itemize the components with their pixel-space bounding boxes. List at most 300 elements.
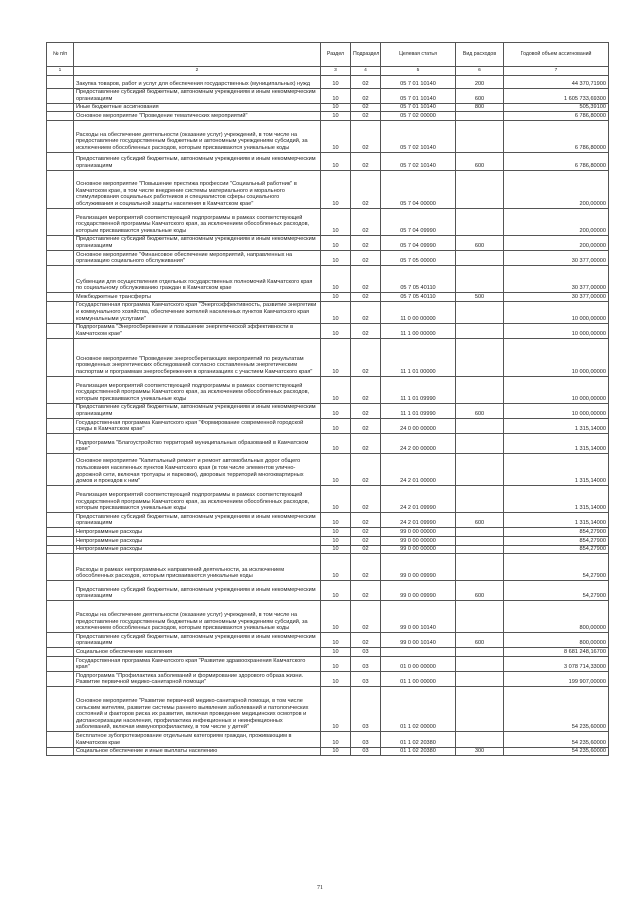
row-razdel-cell: 10 (321, 338, 351, 376)
row-num-cell (47, 120, 74, 152)
table-row (47, 747, 609, 756)
row-vr-cell: 600 (456, 152, 504, 170)
row-podrazdel-cell: 02 (351, 554, 381, 581)
row-vr-cell (456, 528, 504, 537)
row-num-cell (47, 513, 74, 528)
row-razdel-cell: 10 (321, 208, 351, 235)
row-name-cell: Основное мероприятие "Повышение престижа профессии "Социальный работник" в Камчатском крае, в том числе внедрение системы материального и морального стимулирования социальных работников и специалистов сферы социального обслуживания и социальной защиты населения в Камчатском крае" (74, 170, 321, 208)
row-sum-cell: 6 786,80000 (504, 152, 609, 170)
row-vr-cell: 600 (456, 633, 504, 648)
row-num-cell (47, 376, 74, 403)
table-row (47, 293, 609, 302)
row-sum-cell: 1 315,14000 (504, 419, 609, 434)
row-podrazdel-cell: 03 (351, 672, 381, 687)
row-num-cell (47, 732, 74, 747)
row-razdel-cell: 10 (321, 235, 351, 250)
row-name-cell: Государственная программа Камчатского края "Развитие здравоохранения Камчатского края" (74, 657, 321, 672)
row-podrazdel-cell: 02 (351, 454, 381, 486)
table-row (47, 88, 609, 103)
row-sum-cell: 10 000,00000 (504, 376, 609, 403)
row-sum-cell: 6 786,80000 (504, 120, 609, 152)
row-vr-cell (456, 323, 504, 338)
row-sum-cell: 54 235,60000 (504, 687, 609, 732)
row-razdel-cell: 10 (321, 687, 351, 732)
row-sum-cell: 854,27900 (504, 528, 609, 537)
row-csr-cell: 05 7 05 40110 (381, 266, 456, 293)
row-vr-cell (456, 208, 504, 235)
row-podrazdel-cell: 02 (351, 537, 381, 546)
row-sum-cell: 1 315,14000 (504, 454, 609, 486)
row-sum-cell: 54 235,60000 (504, 732, 609, 747)
row-name-cell: Предоставление субсидий бюджетным, автономным учреждениям и иным некоммерческим организациям (74, 581, 321, 601)
row-name-cell: Межбюджетные трансферты (74, 293, 321, 302)
row-podrazdel-cell: 02 (351, 486, 381, 513)
row-podrazdel-cell: 02 (351, 601, 381, 633)
row-vr-cell (456, 170, 504, 208)
row-num-cell (47, 554, 74, 581)
row-csr-cell: 05 7 05 00000 (381, 251, 456, 266)
index-cell: 2 (74, 67, 321, 76)
header-num: № п/п (47, 43, 74, 67)
table-row (47, 403, 609, 418)
row-num-cell (47, 75, 74, 88)
table-row (47, 601, 609, 633)
row-podrazdel-cell: 02 (351, 293, 381, 302)
row-razdel-cell: 10 (321, 513, 351, 528)
row-csr-cell: 24 2 01 00000 (381, 454, 456, 486)
row-podrazdel-cell: 02 (351, 581, 381, 601)
row-sum-cell: 200,00000 (504, 208, 609, 235)
row-csr-cell: 24 2 01 09990 (381, 513, 456, 528)
index-cell: 3 (321, 67, 351, 76)
index-cell: 6 (456, 67, 504, 76)
row-podrazdel-cell: 02 (351, 419, 381, 434)
row-csr-cell: 05 7 05 40110 (381, 293, 456, 302)
row-num-cell (47, 528, 74, 537)
row-sum-cell: 30 377,00000 (504, 251, 609, 266)
row-name-cell: Расходы на обеспечение деятельности (оказание услуг) учреждений, в том числе на предоставление государственным бюджетным и автономным учреждениям субсидий, за исключением обособленных расходов, которым присваиваются уникальные коды (74, 601, 321, 633)
row-podrazdel-cell: 02 (351, 112, 381, 121)
header-razdel: Раздел (321, 43, 351, 67)
row-razdel-cell: 10 (321, 403, 351, 418)
header-vr: Вид расходов (456, 43, 504, 67)
row-num-cell (47, 672, 74, 687)
row-podrazdel-cell: 02 (351, 545, 381, 554)
row-podrazdel-cell: 02 (351, 120, 381, 152)
row-name-cell: Непрограммные расходы (74, 545, 321, 554)
row-razdel-cell: 10 (321, 266, 351, 293)
row-podrazdel-cell: 03 (351, 732, 381, 747)
index-cell: 5 (381, 67, 456, 76)
row-sum-cell: 44 370,71900 (504, 75, 609, 88)
row-sum-cell: 200,00000 (504, 170, 609, 208)
row-csr-cell: 24 2 01 09990 (381, 486, 456, 513)
row-razdel-cell: 10 (321, 434, 351, 454)
row-csr-cell: 05 7 02 10140 (381, 120, 456, 152)
row-razdel-cell: 10 (321, 545, 351, 554)
row-razdel-cell: 10 (321, 170, 351, 208)
row-vr-cell (456, 251, 504, 266)
budget-table (46, 42, 609, 756)
row-num-cell (47, 419, 74, 434)
row-csr-cell: 99 0 00 09990 (381, 581, 456, 601)
table-row (47, 633, 609, 648)
row-name-cell: Закупка товаров, работ и услуг для обеспечения государственных (муниципальных) нужд (74, 75, 321, 88)
row-razdel-cell: 10 (321, 657, 351, 672)
row-csr-cell: 24 2 00 00000 (381, 434, 456, 454)
row-num-cell (47, 648, 74, 657)
row-razdel-cell: 10 (321, 486, 351, 513)
row-podrazdel-cell: 02 (351, 323, 381, 338)
row-vr-cell (456, 732, 504, 747)
row-num-cell (47, 747, 74, 756)
row-razdel-cell: 10 (321, 152, 351, 170)
row-name-cell: Реализация мероприятий соответствующей подпрограммы в рамках соответствующей государственной программы Камчатского края, за исключением обособленных расходов, которым присваиваются уникальные коды (74, 208, 321, 235)
row-razdel-cell: 10 (321, 419, 351, 434)
row-vr-cell (456, 419, 504, 434)
row-vr-cell: 600 (456, 235, 504, 250)
row-razdel-cell: 10 (321, 528, 351, 537)
row-vr-cell: 800 (456, 103, 504, 112)
row-podrazdel-cell: 02 (351, 75, 381, 88)
row-sum-cell: 199 907,00000 (504, 672, 609, 687)
row-vr-cell: 200 (456, 75, 504, 88)
table-row (47, 434, 609, 454)
index-cell: 7 (504, 67, 609, 76)
row-num-cell (47, 454, 74, 486)
row-razdel-cell: 10 (321, 301, 351, 323)
table-row (47, 486, 609, 513)
table-row (47, 513, 609, 528)
row-csr-cell: 05 7 02 00000 (381, 112, 456, 121)
column-index-row (47, 67, 609, 76)
table-row (47, 120, 609, 152)
row-csr-cell: 99 0 00 10140 (381, 601, 456, 633)
row-num-cell (47, 112, 74, 121)
row-num-cell (47, 103, 74, 112)
page-number: 71 (317, 885, 323, 891)
table-header-row (47, 43, 609, 67)
row-podrazdel-cell: 03 (351, 747, 381, 756)
row-razdel-cell: 10 (321, 75, 351, 88)
row-podrazdel-cell: 02 (351, 403, 381, 418)
row-name-cell: Расходы на обеспечение деятельности (оказание услуг) учреждений, в том числе на предоставление государственным бюджетным и автономным учреждениям субсидий, за исключением обособленных расходов, которым присваиваются уникальные коды (74, 120, 321, 152)
row-name-cell: Основное мероприятие "Проведение тематических мероприятий" (74, 112, 321, 121)
row-num-cell (47, 293, 74, 302)
row-vr-cell (456, 112, 504, 121)
row-csr-cell: 11 1 01 00000 (381, 338, 456, 376)
row-vr-cell: 600 (456, 403, 504, 418)
row-podrazdel-cell: 02 (351, 434, 381, 454)
row-razdel-cell: 10 (321, 376, 351, 403)
row-podrazdel-cell: 03 (351, 648, 381, 657)
row-csr-cell: 01 1 00 00000 (381, 672, 456, 687)
row-num-cell (47, 208, 74, 235)
row-name-cell: Социальное обеспечение населения (74, 648, 321, 657)
row-razdel-cell: 10 (321, 88, 351, 103)
row-vr-cell (456, 120, 504, 152)
row-name-cell: Основное мероприятие "Финансовое обеспечение мероприятий, направленных на организацию социального обслуживания" (74, 251, 321, 266)
index-cell: 4 (351, 67, 381, 76)
row-name-cell: Социальное обеспечение и иные выплаты населению (74, 747, 321, 756)
row-csr-cell: 24 0 00 00000 (381, 419, 456, 434)
row-num-cell (47, 537, 74, 546)
row-num-cell (47, 687, 74, 732)
row-num-cell (47, 323, 74, 338)
row-num-cell (47, 601, 74, 633)
table-row (47, 103, 609, 112)
row-name-cell: Предоставление субсидий бюджетным, автономным учреждениям и иным некоммерческим организациям (74, 633, 321, 648)
row-vr-cell (456, 454, 504, 486)
row-razdel-cell: 10 (321, 251, 351, 266)
row-sum-cell: 54 235,60000 (504, 747, 609, 756)
row-name-cell: Государственная программа Камчатского края "Формирование современной городской среды в Камчатском крае" (74, 419, 321, 434)
table-row (47, 537, 609, 546)
row-csr-cell (381, 648, 456, 657)
row-vr-cell: 600 (456, 88, 504, 103)
row-name-cell: Предоставление субсидий бюджетным, автономным учреждениям и иным некоммерческим организациям (74, 513, 321, 528)
row-num-cell (47, 434, 74, 454)
row-vr-cell: 600 (456, 513, 504, 528)
row-vr-cell (456, 657, 504, 672)
row-name-cell: Иные бюджетные ассигнования (74, 103, 321, 112)
row-podrazdel-cell: 02 (351, 338, 381, 376)
row-sum-cell: 3 078 714,33000 (504, 657, 609, 672)
table-row (47, 235, 609, 250)
row-sum-cell: 854,27900 (504, 537, 609, 546)
table-row (47, 251, 609, 266)
header-sum: Годовой объем ассигнований (504, 43, 609, 67)
row-name-cell: Предоставление субсидий бюджетным, автономным учреждениям и иным некоммерческим организациям (74, 88, 321, 103)
row-vr-cell: 300 (456, 747, 504, 756)
row-num-cell (47, 301, 74, 323)
row-csr-cell: 11 1 01 09990 (381, 376, 456, 403)
row-razdel-cell: 10 (321, 633, 351, 648)
table-row (47, 672, 609, 687)
index-cell: 1 (47, 67, 74, 76)
row-sum-cell: 200,00000 (504, 235, 609, 250)
row-num-cell (47, 581, 74, 601)
row-name-cell: Подпрограмма "Благоустройство территорий муниципальных образований в Камчатском крае" (74, 434, 321, 454)
row-podrazdel-cell: 02 (351, 235, 381, 250)
row-razdel-cell: 10 (321, 601, 351, 633)
table-row (47, 323, 609, 338)
table-row (47, 687, 609, 732)
row-razdel-cell: 10 (321, 293, 351, 302)
table-row (47, 112, 609, 121)
row-sum-cell: 1 315,14000 (504, 486, 609, 513)
row-razdel-cell: 10 (321, 454, 351, 486)
row-sum-cell: 505,39100 (504, 103, 609, 112)
budget-table-sheet (46, 42, 608, 756)
row-razdel-cell: 10 (321, 648, 351, 657)
row-sum-cell: 1 315,14000 (504, 513, 609, 528)
row-name-cell: Основное мероприятие "Капитальный ремонт и ремонт автомобильных дорог общего пользования населенных пунктов Камчатского края (в том числе элементов улично-дорожной сети, включая тротуары и парковки), дворовых территорий многоквартирных домов и проездов к ним" (74, 454, 321, 486)
row-podrazdel-cell: 03 (351, 687, 381, 732)
row-name-cell: Подпрограмма "Профилактика заболеваний и формирование здорового образа жизни. Развитие первичной медико-санитарной помощи" (74, 672, 321, 687)
row-podrazdel-cell: 02 (351, 633, 381, 648)
row-sum-cell: 1 605 733,69300 (504, 88, 609, 103)
row-num-cell (47, 486, 74, 513)
row-name-cell: Подпрограмма "Энергосбережение и повышение энергетической эффективности в Камчатском крае" (74, 323, 321, 338)
table-row (47, 301, 609, 323)
row-vr-cell (456, 601, 504, 633)
table-row (47, 152, 609, 170)
header-podrazdel: Подраздел (351, 43, 381, 67)
row-name-cell: Предоставление субсидий бюджетным, автономным учреждениям и иным некоммерческим организациям (74, 152, 321, 170)
row-sum-cell: 1 315,14000 (504, 434, 609, 454)
row-razdel-cell: 10 (321, 581, 351, 601)
row-vr-cell (456, 376, 504, 403)
row-sum-cell: 8 681 248,16700 (504, 648, 609, 657)
row-num-cell (47, 251, 74, 266)
row-name-cell: Реализация мероприятий соответствующей подпрограммы в рамках соответствующей государственной программы Камчатского края, за исключением обособленных расходов, которым присваиваются уникальные коды (74, 376, 321, 403)
row-sum-cell: 800,00000 (504, 633, 609, 648)
row-name-cell: Основное мероприятие "Проведение энергосберегающих мероприятий по результатам проведенных энергетических обследований согласно составленным энергетическим паспортам и программам энергосбережения в организациях с участием Камчатского края" (74, 338, 321, 376)
table-row (47, 732, 609, 747)
row-csr-cell: 01 1 02 20380 (381, 732, 456, 747)
row-name-cell: Бесплатное зубопротезирование отдельным категориям граждан, проживающим в Камчатском крае (74, 732, 321, 747)
row-name-cell: Непрограммные расходы (74, 528, 321, 537)
row-name-cell: Основное мероприятие "Развитие первичной медико-санитарной помощи, в том числе сельским жителям, развитие системы раннего выявления заболеваний и патологических состояний и факторов риска их развития, включая проведение медицинских осмотров и диспансеризации населения, профилактика инфекционных и неинфекционных заболеваний, включая иммунопрофилактику, в том числе у детей" (74, 687, 321, 732)
row-csr-cell: 05 7 01 10140 (381, 88, 456, 103)
row-csr-cell: 99 0 00 00000 (381, 537, 456, 546)
row-csr-cell: 05 7 01 10140 (381, 75, 456, 88)
row-csr-cell: 05 7 01 10140 (381, 103, 456, 112)
row-podrazdel-cell: 02 (351, 513, 381, 528)
row-name-cell: Предоставление субсидий бюджетным, автономным учреждениям и иным некоммерческим организациям (74, 235, 321, 250)
row-csr-cell: 01 1 02 20380 (381, 747, 456, 756)
row-csr-cell: 01 0 00 00000 (381, 657, 456, 672)
row-podrazdel-cell: 02 (351, 301, 381, 323)
row-num-cell (47, 633, 74, 648)
row-sum-cell: 6 786,80000 (504, 112, 609, 121)
row-csr-cell: 99 0 00 10140 (381, 633, 456, 648)
row-razdel-cell: 10 (321, 112, 351, 121)
table-row (47, 208, 609, 235)
row-razdel-cell: 10 (321, 732, 351, 747)
row-vr-cell (456, 672, 504, 687)
header-name (74, 43, 321, 67)
row-podrazdel-cell: 02 (351, 103, 381, 112)
row-sum-cell: 10 000,00000 (504, 323, 609, 338)
row-vr-cell (456, 648, 504, 657)
row-name-cell: Расходы в рамках непрограммных направлений деятельности, за исключением обособленных расходов, которым присваиваются уникальные коды (74, 554, 321, 581)
row-sum-cell: 800,00000 (504, 601, 609, 633)
row-name-cell: Реализация мероприятий соответствующей подпрограммы в рамках соответствующей государственной программы Камчатского края, за исключением обособленных расходов, которым присваиваются уникальные коды (74, 486, 321, 513)
row-vr-cell (456, 486, 504, 513)
row-csr-cell: 05 7 04 09990 (381, 235, 456, 250)
row-num-cell (47, 338, 74, 376)
row-csr-cell: 99 0 00 00000 (381, 528, 456, 537)
row-num-cell (47, 170, 74, 208)
row-vr-cell (456, 687, 504, 732)
row-sum-cell: 54,27900 (504, 554, 609, 581)
row-podrazdel-cell: 02 (351, 528, 381, 537)
row-name-cell: Непрограммные расходы (74, 537, 321, 546)
row-csr-cell: 99 0 00 00000 (381, 545, 456, 554)
row-sum-cell: 30 377,00000 (504, 266, 609, 293)
row-vr-cell: 500 (456, 293, 504, 302)
row-csr-cell: 11 1 00 00000 (381, 323, 456, 338)
table-row (47, 75, 609, 88)
row-sum-cell: 854,27900 (504, 545, 609, 554)
row-vr-cell (456, 266, 504, 293)
row-name-cell: Субвенции для осуществления отдельных государственных полномочий Камчатского края по социальному обслуживанию граждан в Камчатском крае (74, 266, 321, 293)
row-name-cell: Предоставление субсидий бюджетным, автономным учреждениям и иным некоммерческим организациям (74, 403, 321, 418)
table-row (47, 454, 609, 486)
row-csr-cell: 11 1 01 09990 (381, 403, 456, 418)
row-razdel-cell: 10 (321, 537, 351, 546)
row-csr-cell: 05 7 04 09990 (381, 208, 456, 235)
row-vr-cell (456, 537, 504, 546)
row-podrazdel-cell: 02 (351, 88, 381, 103)
row-num-cell (47, 88, 74, 103)
row-csr-cell: 05 7 04 00000 (381, 170, 456, 208)
row-vr-cell (456, 301, 504, 323)
row-csr-cell: 01 1 02 00000 (381, 687, 456, 732)
row-vr-cell (456, 545, 504, 554)
table-row (47, 581, 609, 601)
row-podrazdel-cell: 02 (351, 251, 381, 266)
row-sum-cell: 54,27900 (504, 581, 609, 601)
row-num-cell (47, 152, 74, 170)
row-razdel-cell: 10 (321, 120, 351, 152)
row-csr-cell: 11 0 00 00000 (381, 301, 456, 323)
row-num-cell (47, 657, 74, 672)
row-num-cell (47, 266, 74, 293)
row-vr-cell (456, 338, 504, 376)
row-podrazdel-cell: 02 (351, 376, 381, 403)
row-sum-cell: 10 000,00000 (504, 338, 609, 376)
row-csr-cell: 99 0 00 09990 (381, 554, 456, 581)
row-razdel-cell: 10 (321, 323, 351, 338)
row-vr-cell: 600 (456, 581, 504, 601)
row-sum-cell: 30 377,00000 (504, 293, 609, 302)
table-row (47, 528, 609, 537)
row-podrazdel-cell: 02 (351, 266, 381, 293)
row-num-cell (47, 403, 74, 418)
table-row (47, 376, 609, 403)
table-row (47, 170, 609, 208)
row-podrazdel-cell: 02 (351, 152, 381, 170)
row-name-cell: Государственная программа Камчатского края "Энергоэффективность, развитие энергетики и коммунального хозяйства, обеспечение жителей населенных пунктов Камчатского края коммунальными услугами" (74, 301, 321, 323)
row-num-cell (47, 545, 74, 554)
table-row (47, 419, 609, 434)
row-sum-cell: 10 000,00000 (504, 301, 609, 323)
table-row (47, 657, 609, 672)
table-body (47, 75, 609, 756)
row-razdel-cell: 10 (321, 554, 351, 581)
row-sum-cell: 10 000,00000 (504, 403, 609, 418)
row-razdel-cell: 10 (321, 103, 351, 112)
row-podrazdel-cell: 02 (351, 208, 381, 235)
table-row (47, 648, 609, 657)
row-vr-cell (456, 554, 504, 581)
header-csr: Целевая статья (381, 43, 456, 67)
table-row (47, 338, 609, 376)
row-razdel-cell: 10 (321, 672, 351, 687)
table-row (47, 554, 609, 581)
row-vr-cell (456, 434, 504, 454)
row-num-cell (47, 235, 74, 250)
row-podrazdel-cell: 02 (351, 170, 381, 208)
table-row (47, 545, 609, 554)
row-razdel-cell: 10 (321, 747, 351, 756)
row-csr-cell: 05 7 02 10140 (381, 152, 456, 170)
table-row (47, 266, 609, 293)
row-podrazdel-cell: 03 (351, 657, 381, 672)
